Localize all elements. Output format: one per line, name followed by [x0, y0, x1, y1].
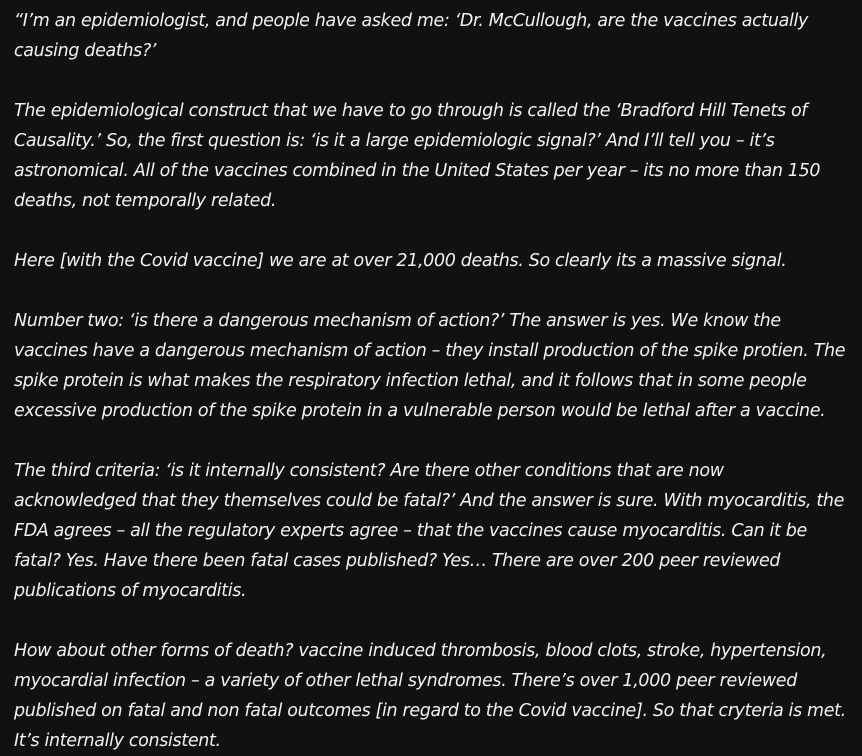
quote-paragraph-1: “I’m an epidemiologist, and people have asked me: ‘Dr. McCullough, are the vaccines actually causing deaths?’	[14, 11, 808, 61]
quote-paragraph-6: How about other forms of death? vaccine induced thrombosis, blood clots, stroke, hypertension, myocardial infection – a variety of other lethal syndromes. There’s over 1,000 peer reviewed published on fatal and non fatal outcomes [in regard to the Covid vaccine]. So that cryteria is met. It’s internally consistent.	[14, 641, 846, 751]
quote-paragraph-3: Here [with the Covid vaccine] we are at over 21,000 deaths. So clearly its a massive signal.	[14, 251, 787, 271]
quote-paragraph-2: The epidemiological construct that we have to go through is called the ‘Bradford Hill Tenets of Causality.’ So, the first question is: ‘is it a large epidemiologic signal?’ And I’ll tell you – it’s astronomical. All of the vaccines combined in the United States per year – its no more than 150 deaths, not temporally related.	[14, 101, 821, 211]
quote-paragraph-5: The third criteria: ‘is it internally consistent? Are there other conditions that are now acknowledged that they themselves could be fatal?’ And the answer is sure. With myocarditis, the FDA agrees – all the regulatory experts agree – that the vaccines cause myocarditis. Can it be fatal? Yes. Have there been fatal cases published? Yes… There are over 200 peer reviewed publications of myocarditis.	[14, 461, 845, 601]
quote-paragraph-4: Number two: ‘is there a dangerous mechanism of action?’ The answer is yes. We know the vaccines have a dangerous mechanism of action – they install production of the spike protien. The spike protein is what makes the respiratory infection lethal, and it follows that in some people excessive production of the spike protein in a vulnerable person would be lethal after a vaccine.	[14, 311, 846, 421]
